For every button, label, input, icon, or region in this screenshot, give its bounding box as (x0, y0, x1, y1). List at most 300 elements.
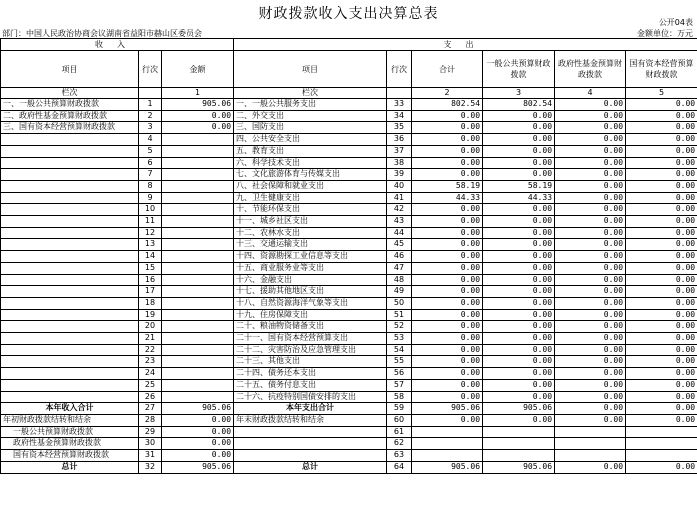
expense-state: 0.00 (626, 157, 697, 169)
income-amount (162, 251, 234, 263)
col-line-right: 行次 (387, 51, 412, 88)
income-amount (162, 274, 234, 286)
expense-total: 0.00 (412, 110, 483, 122)
table-row (1, 262, 697, 274)
expense-state: 0.00 (626, 122, 697, 134)
expense-line: 33 (387, 99, 412, 111)
expense-fund: 0.00 (555, 122, 626, 134)
table-row (1, 204, 697, 216)
income-item (1, 145, 139, 157)
income-line: 24 (139, 368, 162, 380)
expense-total: 0.00 (412, 122, 483, 134)
income-line: 15 (139, 262, 162, 274)
income-item (1, 227, 139, 239)
income-line: 4 (139, 134, 162, 146)
col-item-left: 项目 (1, 51, 139, 88)
sub-row-fund: 政府性基金预算财政拨款 30 0.00 62 (1, 438, 697, 450)
income-line: 1 (139, 99, 162, 111)
expense-general: 0.00 (483, 356, 555, 368)
expense-line: 51 (387, 309, 412, 321)
expense-total: 0.00 (412, 157, 483, 169)
income-amount (162, 356, 234, 368)
income-item (1, 344, 139, 356)
income-item (1, 204, 139, 216)
table-row (1, 157, 697, 169)
header-row-sections (1, 39, 697, 51)
grand-total-left-label: 总计 (1, 461, 139, 473)
income-amount (162, 192, 234, 204)
expense-state: 0.00 (626, 297, 697, 309)
end-balance-label: 年末财政拨款结转和结余 (234, 414, 387, 426)
expense-line: 57 (387, 379, 412, 391)
table-row (1, 239, 697, 251)
table-row (1, 251, 697, 263)
table-row (1, 368, 697, 380)
income-line: 17 (139, 286, 162, 298)
expense-state: 0.00 (626, 227, 697, 239)
income-line: 16 (139, 274, 162, 286)
lanci-left: 栏次 (1, 88, 139, 99)
income-line: 20 (139, 321, 162, 333)
expense-item: 十、节能环保支出 (234, 204, 387, 216)
table-row (1, 145, 697, 157)
expense-state: 0.00 (626, 286, 697, 298)
header-row-columns (1, 51, 697, 88)
income-amount (162, 157, 234, 169)
expense-fund: 0.00 (555, 157, 626, 169)
expense-fund: 0.00 (555, 356, 626, 368)
col-num-5: 5 (626, 88, 697, 99)
income-item (1, 239, 139, 251)
table-row (1, 333, 697, 345)
expense-general: 0.00 (483, 122, 555, 134)
table-row (1, 169, 697, 181)
expense-item: 九、卫生健康支出 (234, 192, 387, 204)
income-item (1, 379, 139, 391)
sub-row-general: 一般公共预算财政拨款 29 0.00 61 (1, 426, 697, 438)
expense-line: 58 (387, 391, 412, 403)
year-income-value: 905.06 (162, 403, 234, 415)
unit-label: 金额单位：万元 (637, 29, 693, 38)
expense-item: 七、文化旅游体育与传媒支出 (234, 169, 387, 181)
expense-item: 十六、金融支出 (234, 274, 387, 286)
income-amount (162, 379, 234, 391)
table-row (1, 309, 697, 321)
expense-state: 0.00 (626, 134, 697, 146)
income-item (1, 321, 139, 333)
income-amount (162, 309, 234, 321)
income-line: 14 (139, 251, 162, 263)
income-item: 一、一般公共预算财政拨款 (1, 99, 139, 111)
income-item (1, 134, 139, 146)
income-line: 2 (139, 110, 162, 122)
income-line: 9 (139, 192, 162, 204)
expense-general: 0.00 (483, 169, 555, 181)
expense-line: 45 (387, 239, 412, 251)
income-item (1, 297, 139, 309)
expense-line: 44 (387, 227, 412, 239)
expense-state: 0.00 (626, 379, 697, 391)
expense-general: 802.54 (483, 99, 555, 111)
expense-item: 十四、资源勘探工业信息等支出 (234, 251, 387, 263)
expense-fund: 0.00 (555, 180, 626, 192)
income-amount (162, 180, 234, 192)
income-line: 6 (139, 157, 162, 169)
expense-total: 0.00 (412, 379, 483, 391)
table-row (1, 379, 697, 391)
expense-fund: 0.00 (555, 134, 626, 146)
income-line: 5 (139, 145, 162, 157)
expense-total: 0.00 (412, 227, 483, 239)
expense-state: 0.00 (626, 309, 697, 321)
col-general-budget: 一般公共预算财政拨款 (483, 51, 555, 88)
expense-item: 十一、城乡社区支出 (234, 216, 387, 228)
col-num-3: 3 (483, 88, 555, 99)
table-totals (1, 403, 697, 473)
form-code: 公开04表 (658, 18, 693, 27)
expense-state: 0.00 (626, 262, 697, 274)
income-line: 23 (139, 356, 162, 368)
income-line: 26 (139, 391, 162, 403)
table-row (1, 356, 697, 368)
expense-state: 0.00 (626, 391, 697, 403)
income-line: 12 (139, 227, 162, 239)
income-line: 3 (139, 122, 162, 134)
expense-total: 0.00 (412, 321, 483, 333)
expense-item: 十三、交通运输支出 (234, 239, 387, 251)
expense-state: 0.00 (626, 169, 697, 181)
income-amount (162, 145, 234, 157)
table-body (1, 99, 697, 403)
expense-item: 八、社会保障和就业支出 (234, 180, 387, 192)
table-row (1, 122, 697, 134)
expense-line: 34 (387, 110, 412, 122)
expense-general: 0.00 (483, 379, 555, 391)
expense-total: 0.00 (412, 239, 483, 251)
expense-item: 二十四、债务还本支出 (234, 368, 387, 380)
expense-item: 二十三、其他支出 (234, 356, 387, 368)
expense-general: 0.00 (483, 216, 555, 228)
expense-total: 0.00 (412, 286, 483, 298)
expense-total: 44.33 (412, 192, 483, 204)
sub-row-state: 国有资本经营预算财政拨款 31 0.00 63 (1, 450, 697, 462)
expense-line: 56 (387, 368, 412, 380)
expense-state: 0.00 (626, 368, 697, 380)
table-row (1, 344, 697, 356)
income-amount (162, 344, 234, 356)
income-line: 10 (139, 204, 162, 216)
expense-general: 0.00 (483, 262, 555, 274)
income-item (1, 391, 139, 403)
expense-fund: 0.00 (555, 239, 626, 251)
expense-fund: 0.00 (555, 333, 626, 345)
expense-total: 0.00 (412, 134, 483, 146)
expense-item: 二十一、国有资本经营预算支出 (234, 333, 387, 345)
col-total: 合计 (412, 51, 483, 88)
expense-general: 58.19 (483, 180, 555, 192)
expense-general: 0.00 (483, 309, 555, 321)
expense-total: 0.00 (412, 344, 483, 356)
income-line: 19 (139, 309, 162, 321)
expense-line: 35 (387, 122, 412, 134)
table-row (1, 110, 697, 122)
expense-general: 0.00 (483, 251, 555, 263)
expense-state: 0.00 (626, 333, 697, 345)
expense-item: 四、公共安全支出 (234, 134, 387, 146)
table-row (1, 227, 697, 239)
income-line: 18 (139, 297, 162, 309)
expense-general: 0.00 (483, 110, 555, 122)
income-header: 收入 (1, 39, 234, 51)
expense-total: 0.00 (412, 309, 483, 321)
expense-line: 52 (387, 321, 412, 333)
expense-fund: 0.00 (555, 274, 626, 286)
expense-state: 0.00 (626, 274, 697, 286)
col-item-right: 项目 (234, 51, 387, 88)
income-amount (162, 134, 234, 146)
expense-fund: 0.00 (555, 216, 626, 228)
expense-item: 二十、粮油物资储备支出 (234, 321, 387, 333)
expense-fund: 0.00 (555, 286, 626, 298)
income-item (1, 157, 139, 169)
expense-state: 0.00 (626, 99, 697, 111)
budget-table (0, 38, 697, 474)
expense-general: 0.00 (483, 134, 555, 146)
table-row (1, 134, 697, 146)
income-item: 三、国有资本经营预算财政拨款 (1, 122, 139, 134)
expense-line: 47 (387, 262, 412, 274)
expense-total: 802.54 (412, 99, 483, 111)
expense-line: 55 (387, 356, 412, 368)
grand-total-right-label: 总计 (234, 461, 387, 473)
income-amount (162, 169, 234, 181)
expense-general: 0.00 (483, 157, 555, 169)
expense-state: 0.00 (626, 321, 697, 333)
expense-fund: 0.00 (555, 110, 626, 122)
expense-item: 三、国防支出 (234, 122, 387, 134)
expense-total: 0.00 (412, 216, 483, 228)
income-amount (162, 286, 234, 298)
expense-item: 十二、农林水支出 (234, 227, 387, 239)
col-fund-budget: 政府性基金预算财政拨款 (555, 51, 626, 88)
expense-line: 49 (387, 286, 412, 298)
expense-general: 0.00 (483, 297, 555, 309)
table-row (1, 274, 697, 286)
expense-fund: 0.00 (555, 204, 626, 216)
expense-state: 0.00 (626, 239, 697, 251)
expense-state: 0.00 (626, 180, 697, 192)
expense-general: 0.00 (483, 368, 555, 380)
income-line: 22 (139, 344, 162, 356)
expense-line: 53 (387, 333, 412, 345)
col-num-4: 4 (555, 88, 626, 99)
expense-state: 0.00 (626, 192, 697, 204)
income-amount (162, 204, 234, 216)
year-total-row: 本年收入合计 27 905.06 本年支出合计 59 905.06 905.06 0.00 0.00 (1, 403, 697, 415)
expense-total: 0.00 (412, 297, 483, 309)
expense-total: 0.00 (412, 262, 483, 274)
income-item (1, 251, 139, 263)
col-num-1: 1 (162, 88, 234, 99)
expense-total: 0.00 (412, 169, 483, 181)
expense-line: 38 (387, 157, 412, 169)
expense-total: 0.00 (412, 333, 483, 345)
expense-fund: 0.00 (555, 297, 626, 309)
expense-fund: 0.00 (555, 309, 626, 321)
income-line: 21 (139, 333, 162, 345)
expense-item: 二十二、灾害防治及应急管理支出 (234, 344, 387, 356)
expense-total: 0.00 (412, 391, 483, 403)
expense-header: 支出 (234, 39, 697, 51)
expense-general: 0.00 (483, 321, 555, 333)
table-row (1, 297, 697, 309)
expense-total: 58.19 (412, 180, 483, 192)
expense-general: 44.33 (483, 192, 555, 204)
income-amount (162, 216, 234, 228)
expense-item: 十八、自然资源海洋气象等支出 (234, 297, 387, 309)
expense-fund: 0.00 (555, 262, 626, 274)
income-amount: 0.00 (162, 122, 234, 134)
expense-fund: 0.00 (555, 192, 626, 204)
expense-line: 40 (387, 180, 412, 192)
expense-item: 一、一般公共服务支出 (234, 99, 387, 111)
income-line: 25 (139, 379, 162, 391)
expense-total: 0.00 (412, 356, 483, 368)
expense-line: 46 (387, 251, 412, 263)
expense-general: 0.00 (483, 227, 555, 239)
expense-general: 0.00 (483, 239, 555, 251)
table-row (1, 286, 697, 298)
expense-fund: 0.00 (555, 321, 626, 333)
expense-general: 0.00 (483, 274, 555, 286)
expense-state: 0.00 (626, 344, 697, 356)
grand-total-row: 总计 32 905.06 总计 64 905.06 905.06 0.00 0.00 (1, 461, 697, 473)
col-state-capital: 国有资本经营预算财政拨款 (626, 51, 697, 88)
expense-fund: 0.00 (555, 169, 626, 181)
department-label: 部门：中国人民政治协商会议湖南省益阳市赫山区委员会 (2, 29, 202, 38)
expense-fund: 0.00 (555, 145, 626, 157)
expense-line: 41 (387, 192, 412, 204)
expense-line: 39 (387, 169, 412, 181)
expense-item: 十七、援助其他地区支出 (234, 286, 387, 298)
income-amount (162, 368, 234, 380)
table-row (1, 391, 697, 403)
table-row (1, 99, 697, 111)
expense-line: 42 (387, 204, 412, 216)
col-line-left: 行次 (139, 51, 162, 88)
expense-general: 0.00 (483, 391, 555, 403)
income-item (1, 262, 139, 274)
income-line: 11 (139, 216, 162, 228)
income-amount (162, 391, 234, 403)
grand-total-left-value: 905.06 (162, 461, 234, 473)
expense-item: 十九、住房保障支出 (234, 309, 387, 321)
col-num-2: 2 (412, 88, 483, 99)
expense-item: 二十五、债务付息支出 (234, 379, 387, 391)
year-expense-label: 本年支出合计 (234, 403, 387, 415)
expense-fund: 0.00 (555, 391, 626, 403)
expense-general: 0.00 (483, 145, 555, 157)
carryover-row: 年初财政拨款结转和结余 28 0.00 年末财政拨款结转和结余 60 0.00 0.00 0.00 0.00 (1, 414, 697, 426)
expense-general: 0.00 (483, 333, 555, 345)
expense-fund: 0.00 (555, 99, 626, 111)
income-amount (162, 239, 234, 251)
income-amount: 0.00 (162, 110, 234, 122)
income-amount (162, 262, 234, 274)
income-item: 二、政府性基金预算财政拨款 (1, 110, 139, 122)
income-item (1, 192, 139, 204)
expense-state: 0.00 (626, 251, 697, 263)
expense-item: 二十六、抗疫特别国债安排的支出 (234, 391, 387, 403)
expense-line: 36 (387, 134, 412, 146)
income-item (1, 216, 139, 228)
expense-fund: 0.00 (555, 344, 626, 356)
begin-balance-label: 年初财政拨款结转和结余 (1, 414, 139, 426)
income-amount (162, 297, 234, 309)
expense-general: 0.00 (483, 286, 555, 298)
expense-general: 0.00 (483, 344, 555, 356)
income-amount (162, 227, 234, 239)
expense-item: 六、科学技术支出 (234, 157, 387, 169)
table-row (1, 180, 697, 192)
lanci-right: 栏次 (234, 88, 387, 99)
expense-general: 0.00 (483, 204, 555, 216)
expense-item: 十五、商业服务业等支出 (234, 262, 387, 274)
income-item (1, 286, 139, 298)
expense-state: 0.00 (626, 356, 697, 368)
income-item (1, 333, 139, 345)
expense-line: 50 (387, 297, 412, 309)
col-amount: 金额 (162, 51, 234, 88)
expense-item: 五、教育支出 (234, 145, 387, 157)
income-item (1, 368, 139, 380)
header-row-numbers (1, 88, 697, 99)
income-item (1, 274, 139, 286)
expense-state: 0.00 (626, 216, 697, 228)
expense-total: 0.00 (412, 251, 483, 263)
expense-fund: 0.00 (555, 379, 626, 391)
income-amount: 905.06 (162, 99, 234, 111)
expense-line: 37 (387, 145, 412, 157)
expense-state: 0.00 (626, 110, 697, 122)
year-income-label: 本年收入合计 (1, 403, 139, 415)
income-line: 8 (139, 180, 162, 192)
expense-state: 0.00 (626, 145, 697, 157)
expense-line: 48 (387, 274, 412, 286)
income-line: 13 (139, 239, 162, 251)
expense-total: 0.00 (412, 204, 483, 216)
report-title: 财政拨款收入支出决算总表 (258, 6, 439, 22)
expense-item: 二、外交支出 (234, 110, 387, 122)
income-amount (162, 321, 234, 333)
income-item (1, 309, 139, 321)
expense-line: 54 (387, 344, 412, 356)
income-item (1, 169, 139, 181)
expense-fund: 0.00 (555, 368, 626, 380)
expense-line: 43 (387, 216, 412, 228)
income-line: 7 (139, 169, 162, 181)
income-item (1, 356, 139, 368)
expense-total: 0.00 (412, 368, 483, 380)
expense-state: 0.00 (626, 204, 697, 216)
table-row (1, 321, 697, 333)
table-row (1, 192, 697, 204)
table-row (1, 216, 697, 228)
expense-fund: 0.00 (555, 251, 626, 263)
expense-total: 0.00 (412, 274, 483, 286)
income-item (1, 180, 139, 192)
income-amount (162, 333, 234, 345)
